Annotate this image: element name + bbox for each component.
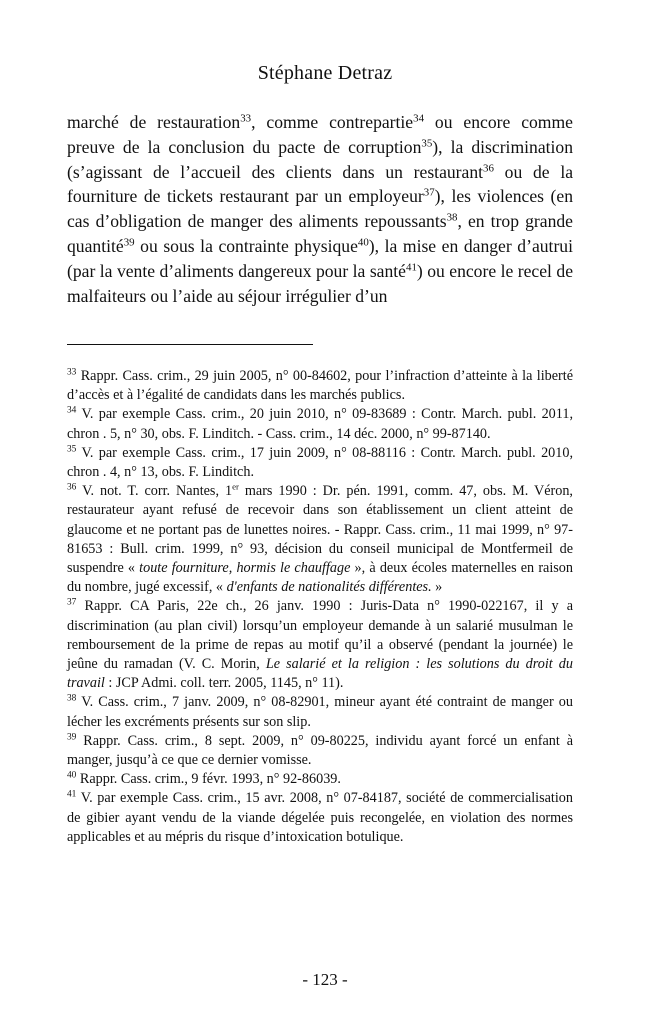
footnote-ref-41[interactable]: 41 [405, 261, 417, 274]
footnote-ref-34[interactable]: 34 [413, 112, 425, 125]
footnote-number: 39 [67, 732, 77, 743]
footnote-number: 38 [67, 694, 77, 705]
footnote-ref-37[interactable]: 37 [423, 186, 435, 199]
body-text-segment: ), la mise en danger d’autrui (par la vente d’aliments dangereux pour la santé [67, 235, 573, 281]
body-paragraph [67, 110, 573, 308]
footnote-34 [67, 405, 573, 443]
footnote-33 [67, 367, 573, 405]
footnote-ref-36[interactable]: 36 [483, 161, 494, 174]
footnote-ref-35[interactable]: 35 [421, 137, 433, 150]
footnote-ref-39[interactable]: 39 [123, 236, 135, 249]
footnote-text: Rappr. Cass. crim., 29 juin 2005, n° 00-84602, pour l’infraction d’atteinte à la liberté d’accès et à l’égalité de candidats dans les marchés publics. [67, 368, 573, 404]
footnote-text: V. par exemple Cass. crim., 20 juin 2010, n° 09-83689 : Contr. March. publ. 2011, chron . 5, n° 30, obs. F. Linditch. - Cass. crim., 14 déc. 2000, n° 99-87140. [67, 406, 573, 442]
footnote-number: 36 [67, 482, 77, 493]
page-number: - 123 - [302, 970, 348, 989]
footnote-text: mars 1990 : Dr. pén. 1991, comm. 47, obs. M. Véron, restaurateur ayant refusé de recevoir dans son établissement un client atteint de glaucome et ne portant pas de lunettes noires. - Rappr. Cass. crim., 11 mai 1999, n° 97-81653 : Bull. crim. 1999, n° 93, décision du conseil municipal de Montfermeil de suspendre « [67, 483, 573, 577]
body-text-segment: ou sous la contrainte physique [134, 235, 358, 256]
footnote-text: Rappr. Cass. crim., 8 sept. 2009, n° 09-80225, individu ayant forcé un enfant à manger, jusqu’à ce que ce dernier vomisse. [67, 732, 573, 769]
footnote-number: 34 [67, 405, 77, 416]
footnote-number: 41 [67, 790, 77, 801]
footnote-separator [67, 344, 313, 345]
footnote-quote: toute fourniture, hormis le chauffage [139, 560, 351, 577]
footnote-41 [67, 789, 573, 847]
running-header-author: Stéphane Detraz [257, 62, 393, 84]
footnote-ref-33[interactable]: 33 [240, 112, 252, 125]
footnote-number: 33 [67, 367, 77, 378]
footnote-text: V. par exemple Cass. crim., 15 avr. 2008, n° 07-84187, société de commercialisation de gibier ayant vendu de la viande dégelée puis recongelée, en violation des normes applicables et au mépris du risque d’intoxication botulique. [67, 790, 573, 845]
footnote-text: V. Cass. crim., 7 janv. 2009, n° 08-82901, mineur ayant été contraint de manger ou lécher les excréments présents sur son slip. [67, 694, 573, 730]
footnote-number: 35 [67, 444, 77, 455]
footnote-number: 37 [67, 598, 77, 609]
footnote-35 [67, 444, 573, 482]
body-text-segment: , en trop grande quantité [67, 211, 573, 256]
footnote-text: V. par exemple Cass. crim., 17 juin 2009, n° 08-88116 : Contr. March. publ. 2010, chron . 4, n° 13, obs. F. Linditch. [67, 444, 573, 481]
footnote-text: : JCP Admi. coll. terr. 2005, 1145, n° 11). [104, 675, 344, 692]
footnote-39 [67, 732, 573, 770]
ordinal-suffix: er [232, 481, 239, 492]
footnote-text: V. not. T. corr. Nantes, 1 [76, 483, 233, 500]
body-text-segment: ou de la fourniture de tickets restaurant par un employeur [67, 161, 574, 207]
footnote-title: Le salarié et la religion : les solutions du droit du travail [67, 656, 573, 692]
footnote-number: 40 [67, 770, 77, 781]
footnote-quote: d'enfants de nationalités différentes. [226, 579, 432, 596]
footnote-ref-40[interactable]: 40 [357, 236, 369, 249]
footnote-37 [67, 597, 573, 693]
body-text-segment: ) ou encore le recel de malfaiteurs ou l’aide au séjour irrégulier d’un [67, 260, 573, 306]
footnote-40 [67, 770, 573, 789]
footnote-text: Rappr. Cass. crim., 9 févr. 1993, n° 92-86039. [76, 771, 341, 788]
body-text-segment: ), la discrimination (s’agissant de l’accueil des clients dans un restaurant [67, 136, 573, 182]
footnote-38 [67, 693, 573, 731]
body-text-segment: , comme contrepartie [251, 112, 414, 132]
footnote-text: » [431, 579, 443, 596]
body-text-segment: marché de restauration [67, 112, 241, 132]
body-text-segment: ou encore comme preuve de la conclusion du pacte de corruption [67, 112, 573, 157]
footnote-text: », à deux écoles maternelles en raison du nombre, jugé excessif, « [67, 560, 573, 596]
footnotes-section [67, 367, 573, 847]
body-text-segment: ), les violences (en cas d’obligation de manger des aliments repoussants [67, 186, 573, 232]
footnote-ref-38[interactable]: 38 [446, 211, 458, 224]
footnote-text: Rappr. CA Paris, 22e ch., 26 janv. 1990 : Juris-Data n° 1990-022167, il y a discrimination (au plan civil) lorsqu’un employeur demande à un salarié musulman le remboursement de la prime de repas au motif qu’il a observé (pendant la journée) le jeûne du ramadan (V. C. Morin, [67, 598, 573, 673]
footnote-36 [67, 482, 573, 597]
